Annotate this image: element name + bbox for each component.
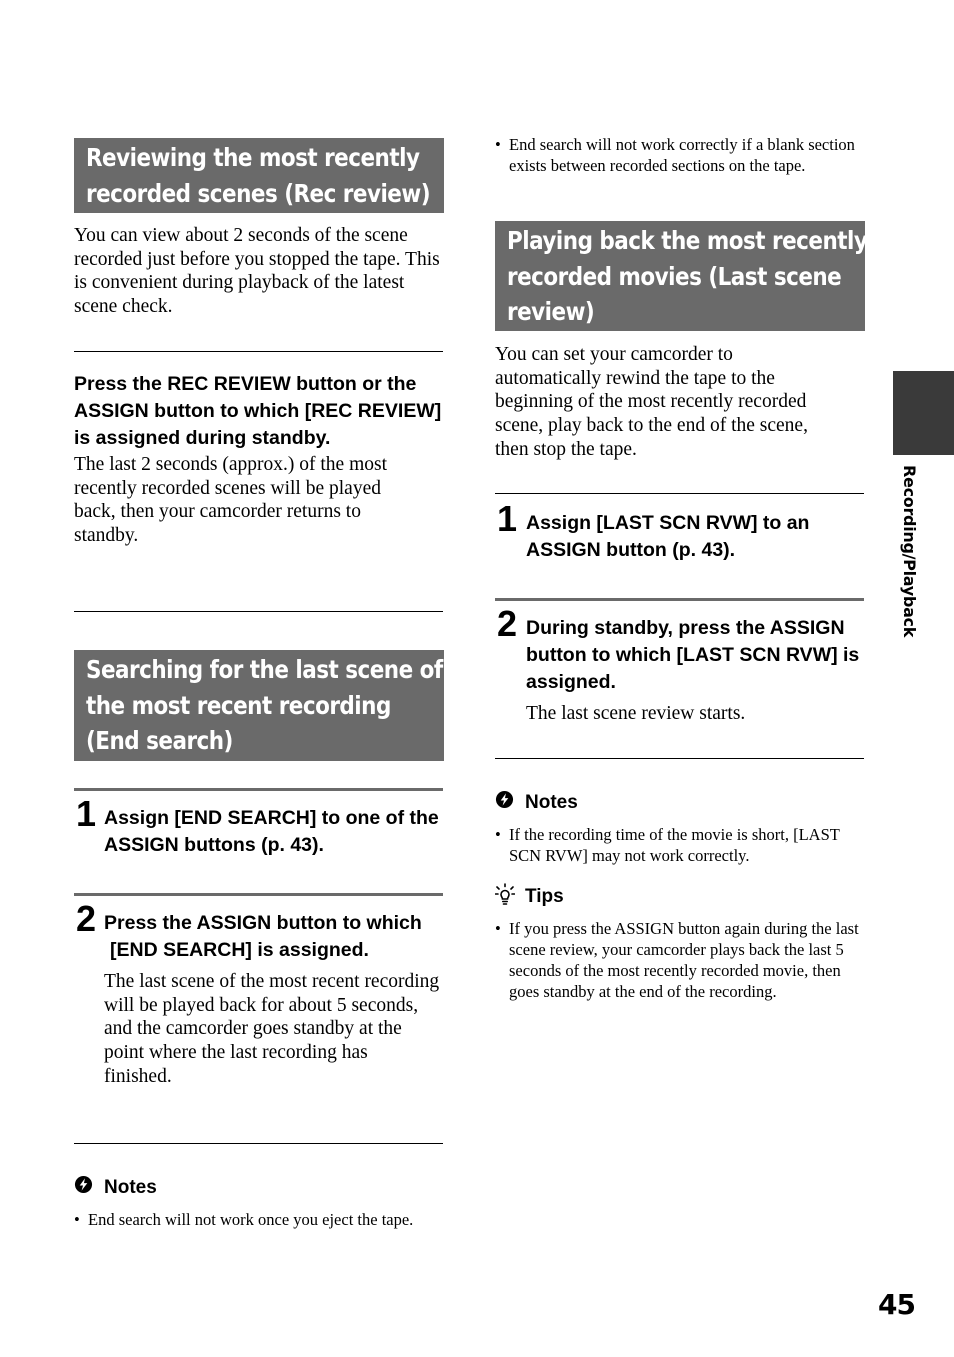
last-scene-step2-text: During standby, press the ASSIGN button to which [LAST SCN RVW] is assigned. <box>526 617 860 693</box>
end-search-heading-line3: (End search) <box>86 726 233 755</box>
rec-review-result: The last 2 seconds (approx.) of the most recently recorded scenes will be played back, then your camcorder returns to standby. <box>74 454 388 547</box>
last-scene-heading-line2: recorded movies (Last scene <box>507 261 842 291</box>
last-scene-step2 <box>526 615 862 726</box>
rec-review-instruction: Press the REC REVIEW button or the ASSIGN button to which [REC REVIEW] is assigned during standby. <box>74 373 442 449</box>
end-search-heading <box>74 650 444 761</box>
rec-review-instruction-block <box>74 371 444 548</box>
end-search-notes-heading <box>74 1175 444 1200</box>
step-divider <box>495 598 864 601</box>
end-search-step1-text: Assign [END SEARCH] to one of the ASSIGN buttons (p. 43). <box>104 807 439 856</box>
divider <box>495 758 864 759</box>
last-scene-heading <box>495 221 868 331</box>
page-number: 45 <box>878 1288 915 1321</box>
rec-review-heading-line1: Reviewing the most recently <box>86 143 420 172</box>
section-tab-label: Recording/Playback <box>900 465 919 638</box>
last-scene-heading-line3: review) <box>507 297 595 326</box>
rec-review-heading <box>74 138 444 213</box>
last-scene-step2-number: 2 <box>497 603 518 644</box>
last-scene-intro: You can set your camcorder to automatically rewind the tape to the beginning of the most recently recorded scene, play back to the end of the scene, then stop the tape. <box>495 344 808 460</box>
end-search-step1-number: 1 <box>76 793 97 834</box>
end-search-section <box>74 650 444 761</box>
last-scene-heading-line1: Playing back the most recently <box>507 226 868 255</box>
note-item: • End search will not work once you eject the tape. <box>74 1209 424 1230</box>
note-item: • If the recording time of the movie is short, [LAST SCN RVW] may not work correctly. <box>495 824 850 866</box>
note-icon <box>495 790 515 815</box>
step-divider <box>74 893 443 896</box>
note-item: • End search will not work correctly if a blank section exists between recorded sections on the tape. <box>495 134 863 176</box>
divider <box>74 351 443 352</box>
last-scene-step2-result: The last scene review starts. <box>526 703 746 724</box>
note-icon <box>74 1175 94 1200</box>
tip-item: • If you press the ASSIGN button again during the last scene review, your camcorder plays back the last 5 seconds of the most recently recorded movie, then goes standby at the end of the recording. <box>495 918 861 1002</box>
end-search-notes <box>74 1175 444 1230</box>
last-scene-tips-heading <box>495 883 865 911</box>
divider <box>74 1143 443 1144</box>
last-scene-notes <box>495 790 865 1002</box>
end-search-step2-text: Press the ASSIGN button to which [END SEARCH] is assigned. <box>104 912 422 961</box>
step-divider <box>74 788 443 791</box>
notes-label: Notes <box>104 1176 157 1198</box>
last-scene-step1-text: Assign [LAST SCN RVW] to an ASSIGN button (p. 43). <box>526 512 810 561</box>
end-search-step2-result: The last scene of the most recent recording will be played back for about 5 seconds, and the camcorder goes standby at the point where the last recording has finished. <box>104 971 440 1087</box>
rec-review-heading-line2: recorded scenes (Rec review) <box>86 178 431 208</box>
divider <box>74 611 443 612</box>
tip-bulb-icon <box>495 883 515 911</box>
divider <box>495 493 864 494</box>
last-scene-section <box>495 221 868 462</box>
end-search-step2-number: 2 <box>76 898 97 939</box>
end-search-heading-line1: Searching for the last scene of <box>86 655 443 684</box>
end-search-heading-line2: the most recent recording <box>86 690 391 720</box>
last-scene-notes-heading <box>495 790 865 815</box>
rec-review-section <box>74 138 444 319</box>
notes-label: Notes <box>525 791 578 813</box>
right-top-note <box>495 134 865 176</box>
end-search-step2 <box>104 910 444 1089</box>
tips-label: Tips <box>525 886 564 907</box>
section-tab <box>893 371 954 455</box>
last-scene-step1-number: 1 <box>497 498 518 539</box>
rec-review-intro: You can view about 2 seconds of the scene recorded just before you stopped the tape. This is convenient during playback of the latest scene check. <box>74 225 440 318</box>
